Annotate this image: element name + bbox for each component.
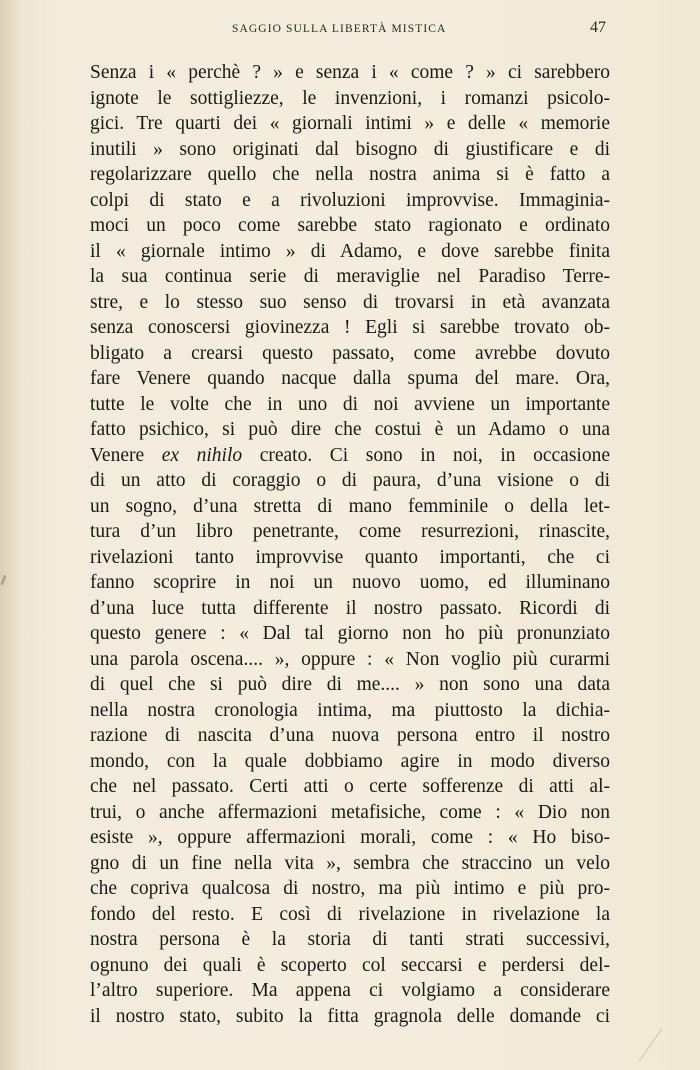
text-line: rivelazioni tanto improvvise quanto importanti, che ci (90, 546, 610, 568)
text-line: che copriva qualcosa di nostro, ma più intimo e più pro- (90, 878, 610, 899)
text-line: una parola oscena.... », oppure : « Non voglio più curarmi (90, 648, 610, 670)
text-line: nostra persona è la storia di tanti strati successivi, (90, 929, 610, 950)
text-line: fare Venere quando nacque dalla spuma del mare. Ora, (90, 368, 610, 389)
text-line: di quel che si può dire di me.... » non sono una data (90, 674, 610, 695)
text-line: questo genere : « Dal tal giorno non ho più pronunziato (90, 623, 610, 644)
text-line: senza conoscersi giovinezza ! Egli si sarebbe trovato ob- (90, 317, 610, 338)
text-line: il « giornale intimo » di Adamo, e dove sarebbe finita (90, 240, 610, 262)
text-line: Senza i « perchè ? » e senza i « come ? » ci sarebbero (90, 62, 610, 83)
text-line: razione di nascita d’una nuova persona entro il nostro (90, 725, 610, 746)
text-line: trui, o anche affermazioni metafisiche, come : « Dio non (90, 801, 610, 823)
text-line: inutili » sono originati dal bisogno di giustificare e di (90, 138, 610, 160)
text-line-with-italic (90, 443, 610, 469)
body-text (90, 60, 610, 1029)
text-line: un sogno, d’una stretta di mano femminile o della let- (90, 495, 610, 517)
text-line: di un atto di coraggio o di paura, d’una visione o di (90, 470, 610, 491)
running-head (0, 19, 700, 41)
italic-latin-phrase: ex nihilo (161, 444, 243, 466)
page-number: 47 (590, 19, 606, 36)
page-corner-crease (639, 1028, 663, 1061)
text-segment: creato. Ci sono in noi, in occasione (242, 444, 610, 466)
text-line: fanno scoprire in noi un nuovo uomo, ed illuminano (90, 572, 610, 593)
text-line: tura d’un libro penetrante, come resurrezioni, rinascite, (90, 521, 610, 542)
text-line: gici. Tre quarti dei « giornali intimi » e delle « memorie (90, 113, 610, 134)
text-line: d’una luce tutta differente il nostro passato. Ricordi di (90, 597, 610, 619)
page-edge-mark (0, 575, 6, 585)
text-line: fatto psichico, si può dire che costui è un Adamo o una (90, 419, 610, 440)
text-line: colpi di stato e a rivoluzioni improvvise. Immaginia- (90, 189, 610, 211)
running-title: SAGGIO SULLA LIBERTÀ MISTICA (232, 23, 447, 35)
text-line: l’altro superiore. Ma appena ci volgiamo a considerare (90, 980, 610, 1001)
text-line: ignote le sottigliezze, le invenzioni, i romanzi psicolo- (90, 87, 610, 109)
text-line: stre, e lo stesso suo senso di trovarsi in età avanzata (90, 291, 610, 313)
text-line: la sua continua serie di meraviglie nel Paradiso Terre- (90, 266, 610, 287)
text-line: tutte le volte che in uno di noi avviene un importante (90, 393, 610, 415)
text-line: gno di un fine nella vita », sembra che straccino un velo (90, 852, 610, 874)
text-line: nella nostra cronologia intima, ma piuttosto la dichia- (90, 699, 610, 721)
text-line: che nel passato. Certi atti o certe sofferenze di atti al- (90, 776, 610, 797)
text-line: regolarizzare quello che nella nostra anima si è fatto a (90, 164, 610, 185)
text-line: ognuno dei quali è scoperto col seccarsi e perdersi del- (90, 954, 610, 976)
text-line: bligato a crearsi questo passato, come avrebbe dovuto (90, 342, 610, 364)
text-line: moci un poco come sarebbe stato ragionato e ordinato (90, 215, 610, 236)
text-line: mondo, con la quale dobbiamo agire in modo diverso (90, 750, 610, 772)
text-line: fondo del resto. E così di rivelazione in rivelazione la (90, 903, 610, 925)
text-line: esiste », oppure affermazioni morali, come : « Ho biso- (90, 827, 610, 848)
text-line: il nostro stato, subito la fitta gragnola delle domande ci (90, 1005, 610, 1027)
text-segment: Venere (90, 444, 162, 466)
